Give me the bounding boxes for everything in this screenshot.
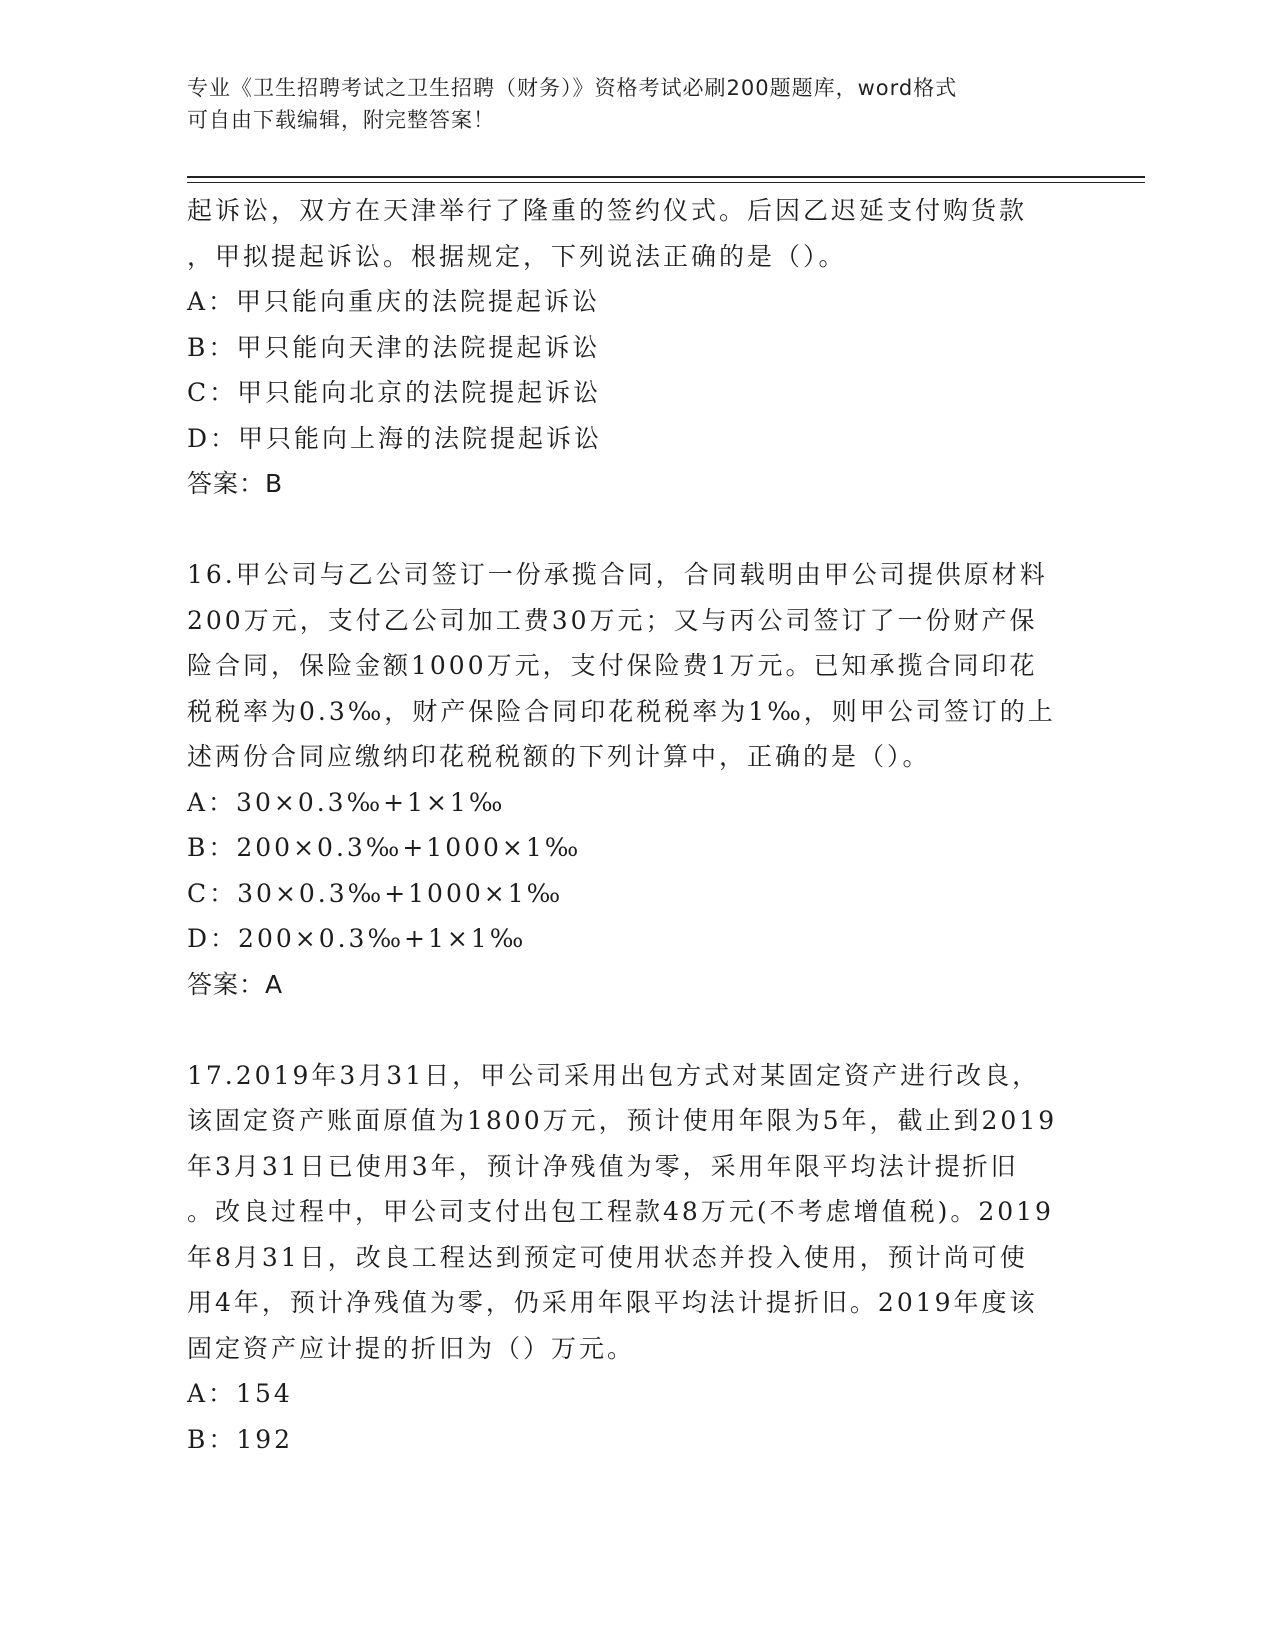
option-c: C：30×0.3‰+1000×1‰ [187,878,564,908]
document-header [187,72,1067,136]
question-stem-line: 险合同，保险金额1000万元，支付保险费1万元。已知承揽合同印花 [187,651,1038,680]
question-stem-line: 年3月31日已使用3年，预计净残值为零，采用年限平均法计提折旧 [187,1151,1019,1181]
option-c: C：甲只能向北京的法院提起诉讼 [187,378,602,407]
question-stem-line: 起诉讼，双方在天津举行了隆重的签约仪式。后因乙迟延支付购货款 [187,196,1028,225]
question-stem-line: 该固定资产账面原值为1800万元，预计使用年限为5年，截止到2019 [187,1106,1058,1135]
option-a: A：甲只能向重庆的法院提起诉讼 [187,287,601,316]
document-body [187,188,1087,1462]
question-stem-line: 税税率为0.3‰，财产保险合同印花税税率为1‰，则甲公司签订的上 [187,696,1056,726]
question-stem-line: 述两份合同应缴纳印花税税额的下列计算中，正确的是（）。 [187,742,931,771]
question-stem-line: 。改良过程中，甲公司支付出包工程款48万元(不考虑增值税)。2019 [187,1197,1054,1226]
header-title-line-1: 专业《卫生招聘考试之卫生招聘（财务）》资格考试必刷200题题库，word格式 [187,76,958,100]
option-a: A：154 [187,1379,293,1408]
question-stem-line: 16.甲公司与乙公司签订一份承揽合同，合同载明由甲公司提供原材料 [187,560,1048,589]
question-16 [187,552,1087,1007]
option-d: D：200×0.3‰+1×1‰ [187,924,527,953]
option-b: B：甲只能向天津的法院提起诉讼 [187,332,601,362]
option-d: D：甲只能向上海的法院提起诉讼 [187,423,603,453]
spacer [187,507,1087,553]
question-17 [187,1053,1087,1463]
question-stem-line: 固定资产应计提的折旧为（）万元。 [187,1333,636,1363]
question-stem-line: 用4年，预计净残值为零，仍采用年限平均法计提折旧。2019年度该 [187,1288,1038,1317]
header-divider-thick [187,176,1145,178]
question-15 [187,188,1087,507]
question-stem-line: 200万元，支付乙公司加工费30万元；又与丙公司签订了一份财产保 [187,605,1038,635]
option-b: B：192 [187,1424,294,1454]
option-a: A：30×0.3‰+1×1‰ [187,787,506,817]
question-stem-line: 年8月31日，改良工程达到预定可使用状态并投入使用，预计尚可使 [187,1242,1028,1272]
header-title-line-2: 可自由下载编辑，附完整答案！ [187,108,495,132]
option-b: B：200×0.3‰+1000×1‰ [187,833,582,862]
answer-label: 答案：A [187,969,284,999]
answer-label: 答案：B [187,469,284,498]
question-stem-line: ，甲拟提起诉讼。根据规定，下列说法正确的是（）。 [187,241,847,271]
header-divider-thin [187,182,1145,183]
spacer [187,1007,1087,1053]
question-stem-line: 17.2019年3月31日，甲公司采用出包方式对某固定资产进行改良， [187,1060,1041,1090]
